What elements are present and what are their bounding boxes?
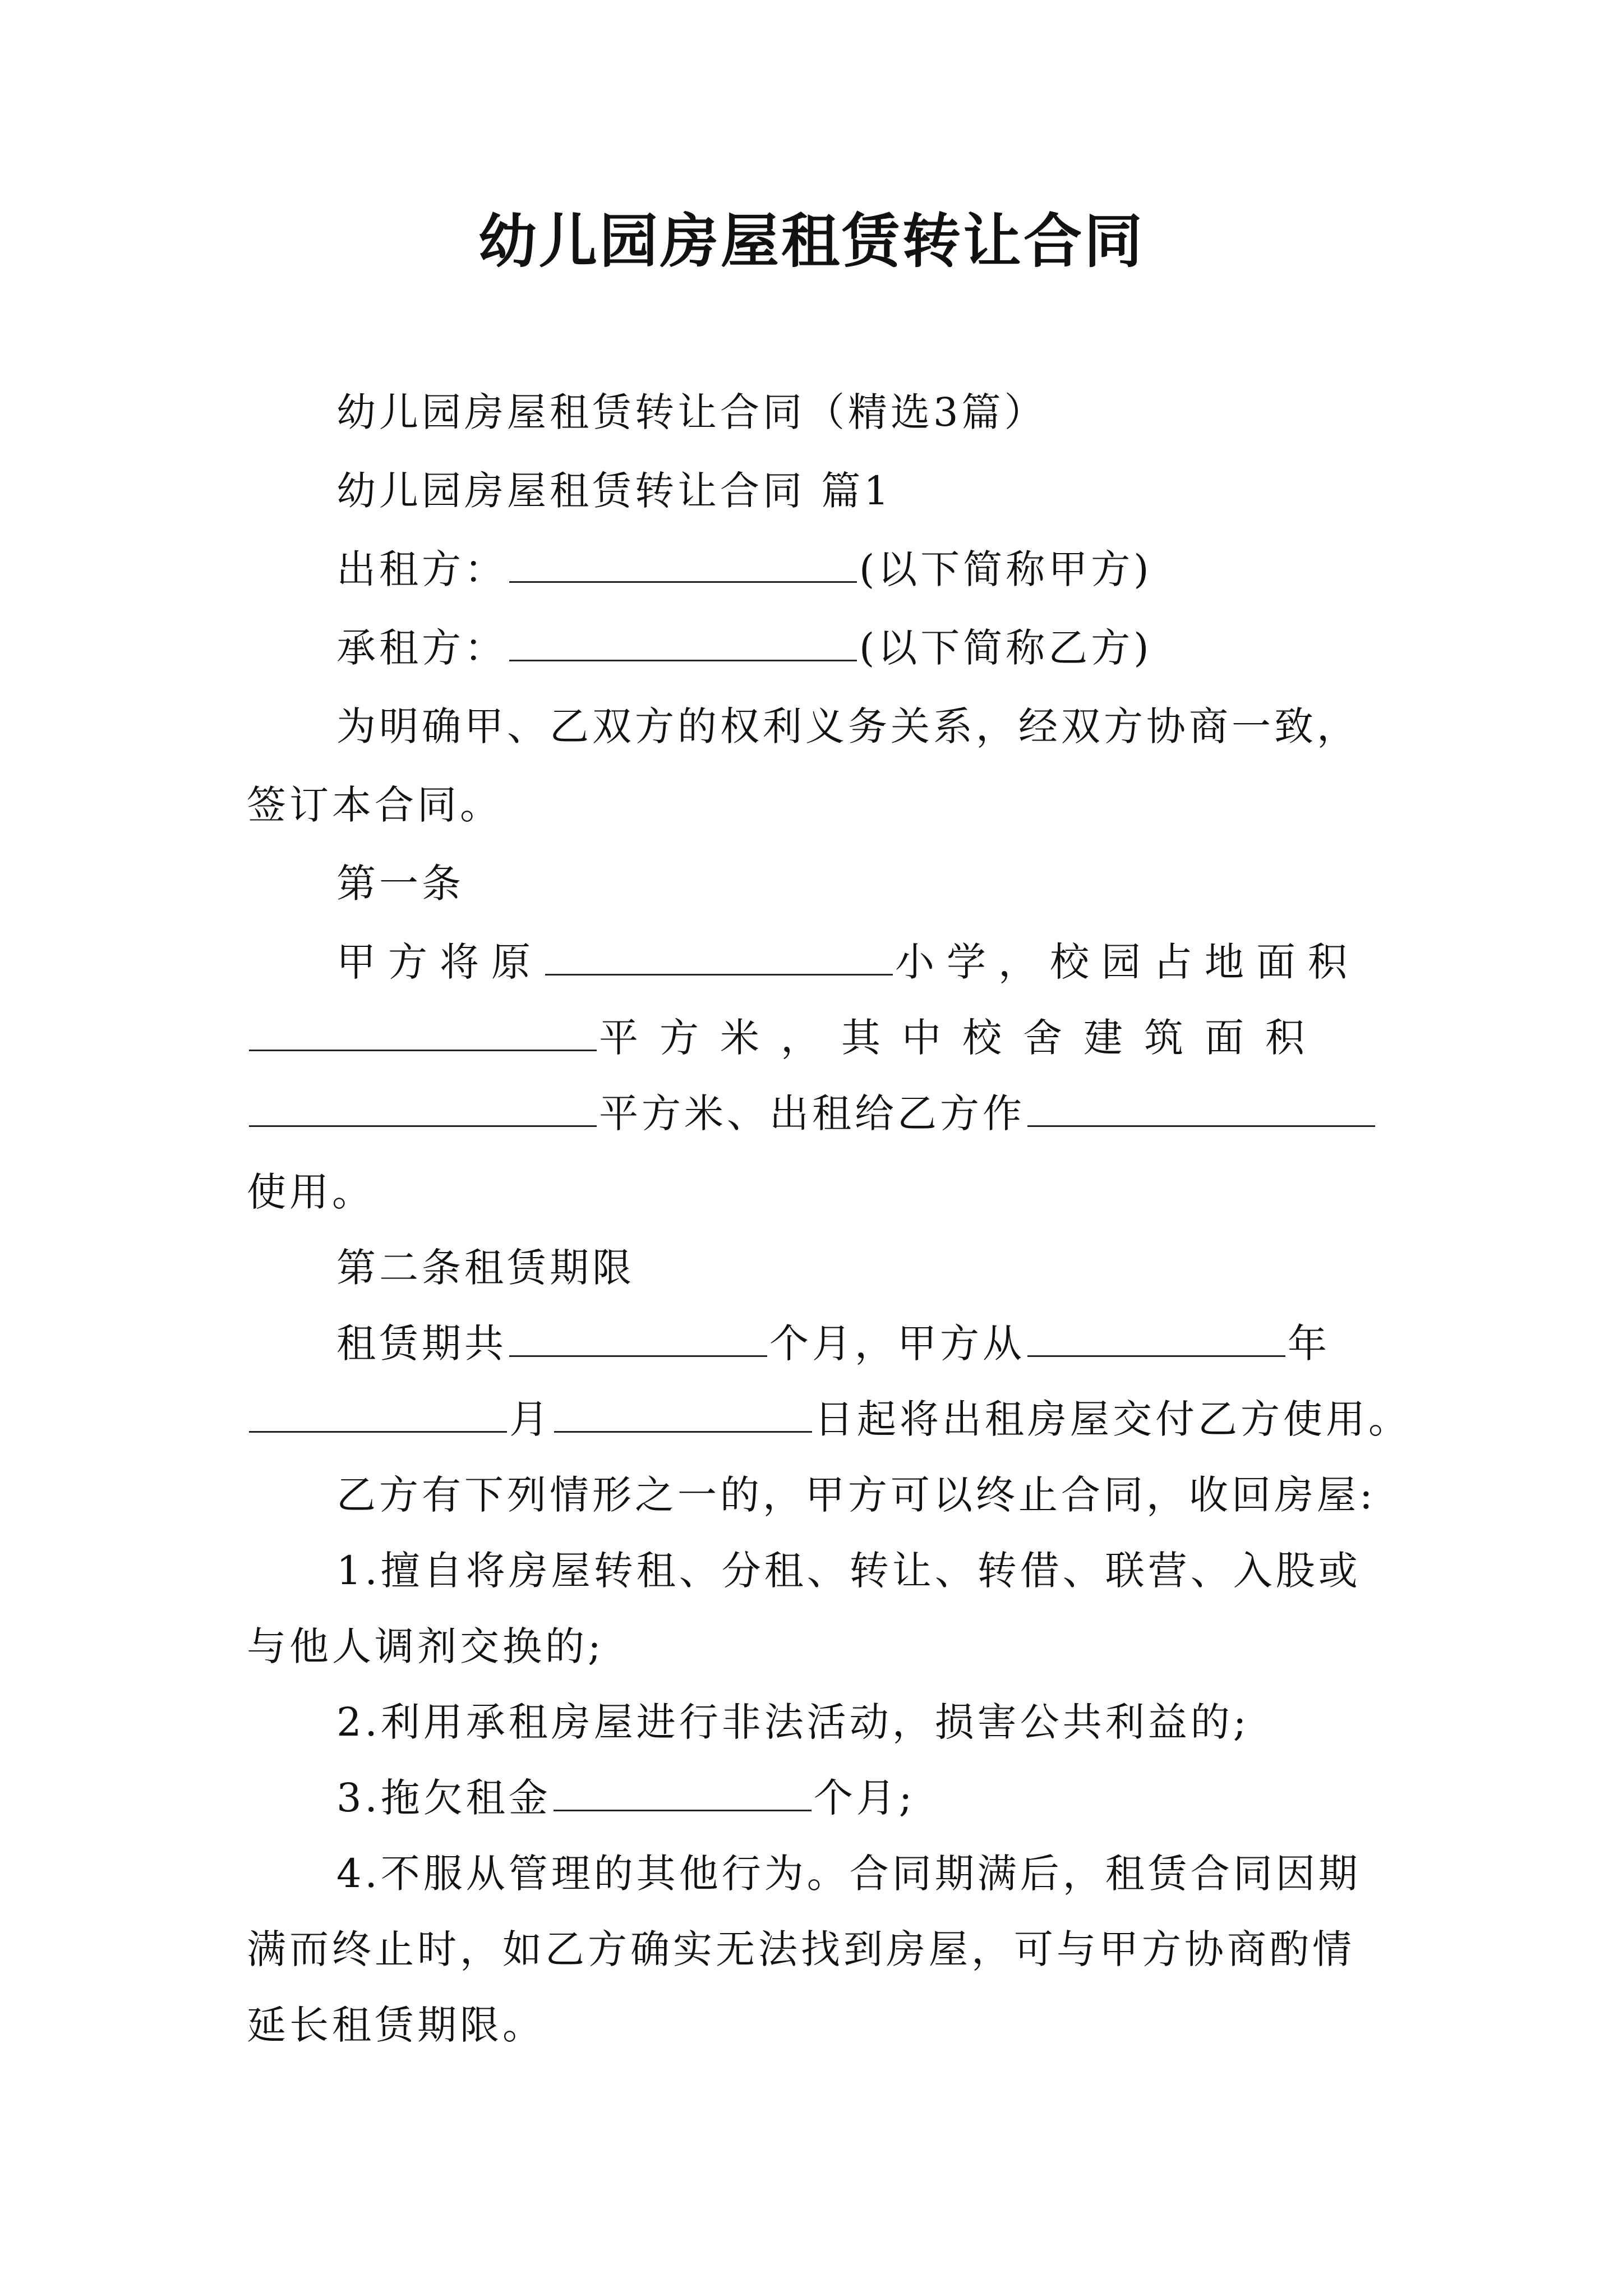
lessee-line [336, 620, 1152, 676]
month-blank [249, 1392, 507, 1433]
item4-line-3: 延长租赁期限。 [247, 2002, 545, 2048]
term-text-a: 租赁期共 [336, 1320, 507, 1366]
term-text-d: 月 [509, 1396, 552, 1442]
intro-line-1: 为明确甲、乙双方的权利义务关系，经双方协商一致， [336, 703, 1359, 749]
building-area-blank [249, 1086, 597, 1127]
year-blank [1027, 1316, 1285, 1357]
article1-text-b: 小学，校园占地面积 [895, 939, 1359, 985]
lessee-blank [509, 620, 857, 661]
term-text-c: 年 [1288, 1320, 1330, 1366]
lessee-suffix: (以下简称乙方) [859, 625, 1152, 671]
lessor-suffix: (以下简称甲方) [859, 546, 1152, 592]
months-blank [509, 1316, 767, 1357]
article1-heading: 第一条 [336, 861, 464, 907]
site-area-blank [249, 1010, 597, 1051]
item2: 2.利用承租房屋进行非法活动，损害公共利益的; [336, 1699, 1250, 1745]
article1-line-3 [247, 1085, 1377, 1142]
usage-blank [1027, 1086, 1375, 1127]
item4-line-1: 4.不服从管理的其他行为。合同期满后，租赁合同因期 [336, 1851, 1361, 1897]
arrears-months-blank [554, 1770, 811, 1811]
article2-heading: 第二条租赁期限 [336, 1245, 635, 1291]
article1-text-d: 平方米、出租给乙方作 [599, 1091, 1025, 1137]
item3-text-b: 个月; [813, 1775, 916, 1821]
part-heading: 幼儿园房屋租赁转让合同 篇1 [336, 468, 892, 514]
item1-line-1: 1.擅自将房屋转租、分租、转让、转借、联营、入股或 [336, 1548, 1361, 1594]
article1-text-a: 甲方将原 [336, 939, 543, 985]
item3-line [336, 1770, 915, 1826]
intro-line-2: 签订本合同。 [247, 782, 502, 828]
article1-text-c: 平方米，其中校舍建筑面积 [599, 1015, 1326, 1061]
terminate-intro: 乙方有下列情形之一的，甲方可以终止合同，收回房屋: [336, 1472, 1376, 1518]
article1-line-4: 使用。 [247, 1169, 375, 1215]
lessor-blank [509, 542, 857, 583]
item1-line-2: 与他人调剂交换的; [247, 1623, 605, 1669]
article1-line-1 [336, 934, 1359, 990]
term-line-1 [336, 1315, 1330, 1372]
school-name-blank [545, 935, 893, 976]
term-line-2 [247, 1391, 1411, 1447]
item3-text-a: 3.拖欠租金 [336, 1775, 551, 1821]
item4-line-2: 满而终止时，如乙方确实无法找到房屋，可与甲方协商酌情 [247, 1926, 1355, 1972]
document-title: 幼儿园房屋租赁转让合同 [478, 206, 1145, 275]
term-text-b: 个月，甲方从 [769, 1320, 1025, 1366]
day-blank [554, 1392, 812, 1433]
article1-line-2 [247, 1010, 1326, 1066]
lessor-label: 出租方： [336, 546, 507, 592]
lessor-line [336, 541, 1152, 597]
subtitle: 幼儿园房屋租赁转让合同（精选3篇） [336, 389, 1047, 435]
lessee-label: 承租方： [336, 625, 507, 671]
term-text-e: 日起将出租房屋交付乙方使用。 [814, 1396, 1411, 1442]
